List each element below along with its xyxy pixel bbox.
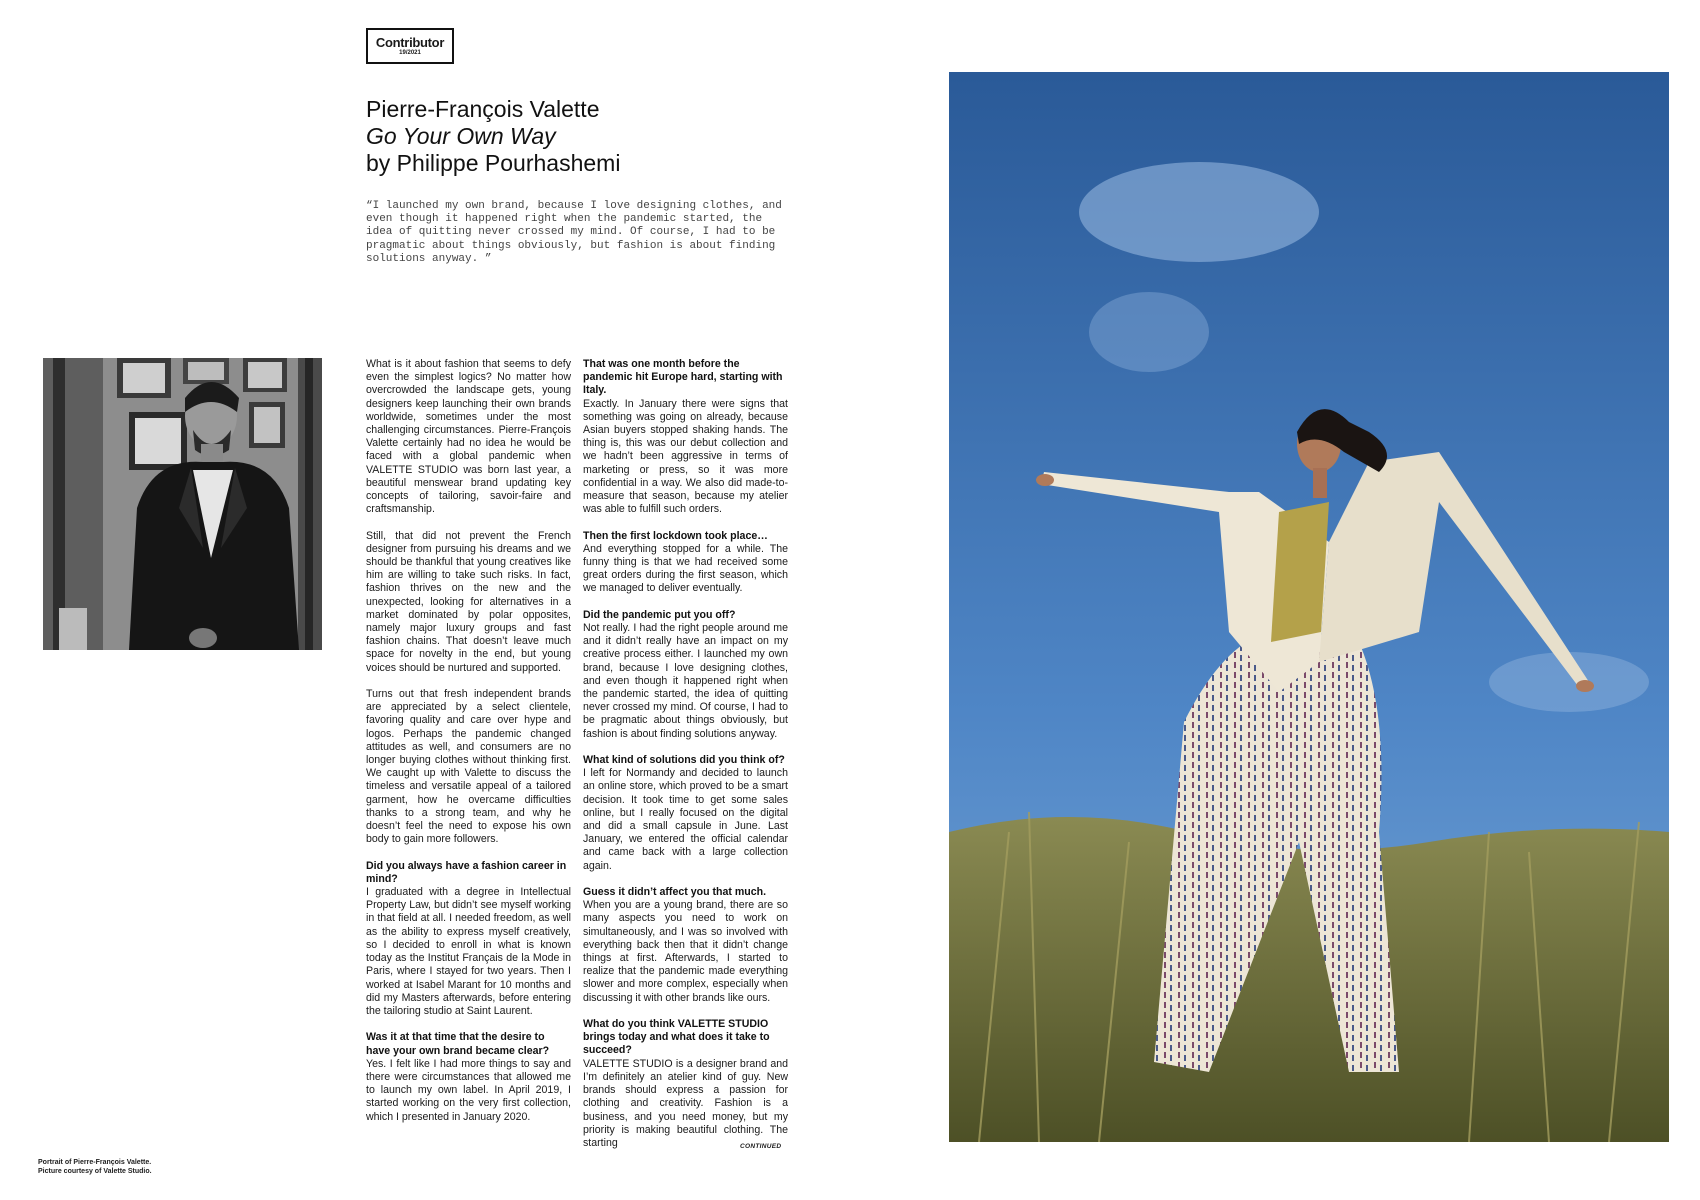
contributor-badge: [366, 28, 454, 64]
question-6: What kind of solutions did you think of?: [583, 754, 785, 767]
answer-8: VALETTE STUDIO is a designer brand and I’m definitely an atelier kind of guy. New brands should express a passion for clothing and creativity. Fashion is a business, and you need money, but my priority is making beautiful clothing. The starting: [583, 1057, 788, 1149]
continued-label: CONTINUED: [740, 1143, 782, 1150]
answer-4: And everything stopped for a while. The funny thing is that we had received some great orders during the first season, which we managed to deliver eventually.: [583, 542, 788, 595]
question-4: Then the first lockdown took place…: [583, 529, 768, 542]
answer-6: I left for Normandy and decided to launch an online store, which proved to be a smart decision. It took time to get some sales online, but I really focused on the digital and did a small capsule in June. Last January, we entered the official calendar and came back with a large collection again.: [583, 767, 788, 872]
question-1: Did you always have a fashion career in mind?: [366, 859, 567, 885]
badge-issue: 19/2021: [399, 49, 421, 56]
question-2: Was it at that time that the desire to have your own brand became clear?: [366, 1031, 550, 1057]
designer-name: Pierre-François Valette: [366, 96, 600, 122]
question-8: What do you think VALETTE STUDIO brings today and what does it take to succeed?: [583, 1018, 770, 1057]
article-column-left: [366, 358, 571, 1137]
caption-line-2: Picture courtesy of Valette Studio.: [38, 1168, 152, 1175]
intro-paragraph-3: Turns out that fresh independent brands are appreciated by a select clientele, favoring quality and care over hype and logos. Perhaps the pandemic changed attitudes as well, and consumers are no longer buying clothes without thinking first. We caught up with Valette to discuss the timeless and versatile appeal of a tailored garment, how he overcame difficulties thanks to a strong team, and why he doesn’t feel the need to expose his own body to gain more followers.: [366, 688, 571, 846]
answer-3: Exactly. In January there were signs that something was going on already, because Asian buyers stopped shaking hands. The thing is, this was our debut collection and we hadn’t been aggressive in terms of marketing or press, so it was more confidential in a way. We also did made-to-measure that season, because my atelier was able to fulfill such orders.: [583, 397, 788, 516]
article-title: Go Your Own Way: [366, 123, 556, 149]
answer-1: I graduated with a degree in Intellectual Property Law, but didn’t see myself working in that field at all. I needed freedom, as well as the ability to express myself creatively, so I decided to enroll in what is known today as the Institut Français de la Mode in Paris, where I stayed for two years. Then I worked at Isabel Marant for 10 months and did my Masters afterwards, before entering the tailoring studio at Saint Laurent.: [366, 886, 571, 1017]
byline: by Philippe Pourhashemi: [366, 150, 621, 176]
badge-title: Contributor: [375, 34, 445, 50]
portrait-photo: [43, 358, 322, 650]
intro-paragraph-2: Still, that did not prevent the French designer from pursuing his dreams and we should be thankful that young creatives like him are willing to take such risks. In fact, fashion thrives on the new and the unexpected, looking for alternatives in a market dominated by polar opposites, namely major luxury groups and fast fashion chains. That doesn’t leave much space for novelty in the end, but young voices should be nurtured and supported.: [366, 529, 571, 674]
question-7: Guess it didn’t affect you that much.: [583, 886, 767, 899]
intro-paragraph-1: What is it about fashion that seems to defy even the simplest logics? No matter how overcrowded the landscape gets, young designers keep launching their own brands worldwide, sometimes under the most challenging circumstances. Pierre-François Valette certainly had no idea he would be faced with a global pandemic when VALETTE STUDIO was born last year, a beautiful menswear brand updating key concepts of tailoring, savoir-faire and craftsmanship.: [366, 358, 571, 516]
question-5: Did the pandemic put you off?: [583, 608, 736, 621]
fashion-photo: [949, 72, 1669, 1142]
answer-2: Yes. I felt like I had more things to say and there were circumstances that allowed me to launch my own label. In April 2019, I started working on the very first collection, which I presented in January 2020.: [366, 1057, 571, 1123]
article-column-right: [583, 358, 788, 1163]
answer-7: When you are a young brand, there are so many aspects you need to work on simultaneously, and I was so involved with everything back then that it didn’t change things at first. Afterwards, I started to realize that the pandemic made everything slower and more complex, especially when discussing it with other brands like ours.: [583, 899, 788, 1004]
article-headline: [366, 96, 766, 177]
pull-quote: “I launched my own brand, because I love designing clothes, and even though it happened right when the pandemic started, the idea of quitting never crossed my mind. Of course, I had to be pragmatic about things obviously, but fashion is about finding solutions anyway. ”: [366, 200, 782, 265]
caption-line-1: Portrait of Pierre-François Valette.: [38, 1159, 152, 1166]
question-3: That was one month before the pandemic hit Europe hard, starting with Italy.: [583, 358, 783, 397]
answer-5: Not really. I had the right people around me and it didn’t really have an impact on my creative process either. I launched my own brand, because I love designing clothes, and even though it happened right when the pandemic started, the idea of quitting never crossed my mind. Of course, I had to be pragmatic about things obviously, but fashion is about finding solutions anyway.: [583, 622, 788, 740]
photo-caption: [38, 1158, 238, 1176]
